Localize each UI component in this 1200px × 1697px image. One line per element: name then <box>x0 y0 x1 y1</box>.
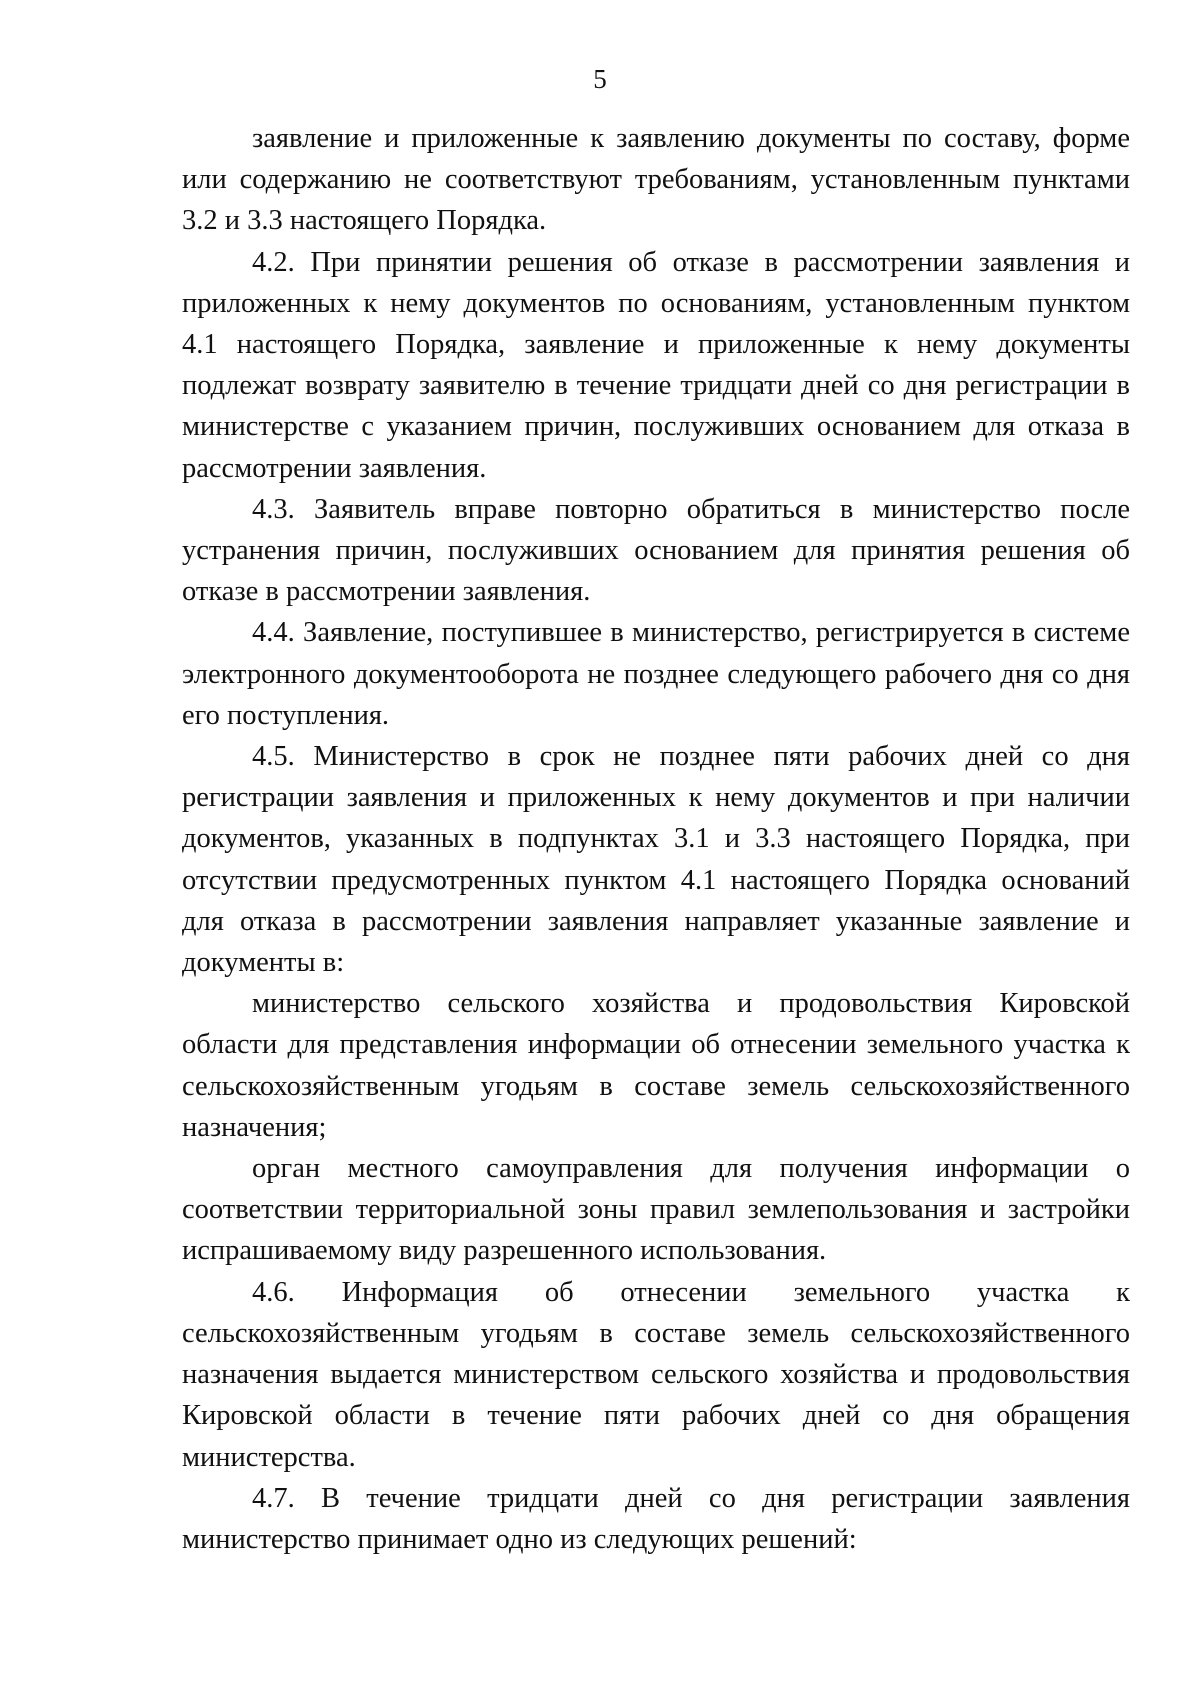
page-number: 5 <box>593 64 607 94</box>
paragraph-4-7: 4.7. В течение тридцати дней со дня регистрации заявления министерство принимает одно из следующих решений: <box>182 1482 1130 1555</box>
paragraph-continuation: заявление и приложенные к заявлению документы по составу, форме или содержанию не соответствуют требованиям, установленным пунктами 3.2 и 3.3 настоящего Порядка. <box>182 123 1130 237</box>
paragraph-4-5: 4.5. Министерство в срок не позднее пяти рабочих дней со дня регистрации заявления и приложенных к нему документов и при наличии документов, указанных в подпунктах 3.1 и 3.3 настоящего Порядка, при отсутствии предусмотренных пунктом 4.1 настоящего Порядка оснований для отказа в рассмотрении заявления направляет указанные заявление и документы в: <box>182 741 1130 979</box>
paragraph-4-3: 4.3. Заявитель вправе повторно обратиться в министерство после устранения причин, послуживших основанием для принятия решения об отказе в рассмотрении заявления. <box>182 493 1130 608</box>
document-body <box>182 118 1130 1560</box>
paragraph-4-5-local-government: орган местного самоуправления для получения информации о соответствии территориальной зоны правил землепользования и застройки испрашиваемому виду разрешенного использования. <box>182 1153 1130 1267</box>
paragraph-4-4: 4.4. Заявление, поступившее в министерство, регистрируется в системе электронного документооборота не позднее следующего рабочего дня со дня его поступления. <box>182 617 1130 731</box>
paragraph-4-6: 4.6. Информация об отнесении земельного участка к сельскохозяйственным угодьям в составе земель сельскохозяйственного назначения выдается министерством сельского хозяйства и продовольствия Кировской области в течение пяти рабочих дней со дня обращения министерства. <box>182 1276 1130 1473</box>
paragraph-4-5-agriculture-ministry: министерство сельского хозяйства и продовольствия Кировской области для представления информации об отнесении земельного участка к сельскохозяйственным угодьям в составе земель сельскохозяйственного назначения; <box>182 988 1130 1143</box>
paragraph-4-2: 4.2. При принятии решения об отказе в рассмотрении заявления и приложенных к нему документов по основаниям, установленным пунктом 4.1 настоящего Порядка, заявление и приложенные к нему документы подлежат возврату заявителю в течение тридцати дней со дня регистрации в министерстве с указанием причин, послуживших основанием для отказа в рассмотрении заявления. <box>182 246 1130 484</box>
